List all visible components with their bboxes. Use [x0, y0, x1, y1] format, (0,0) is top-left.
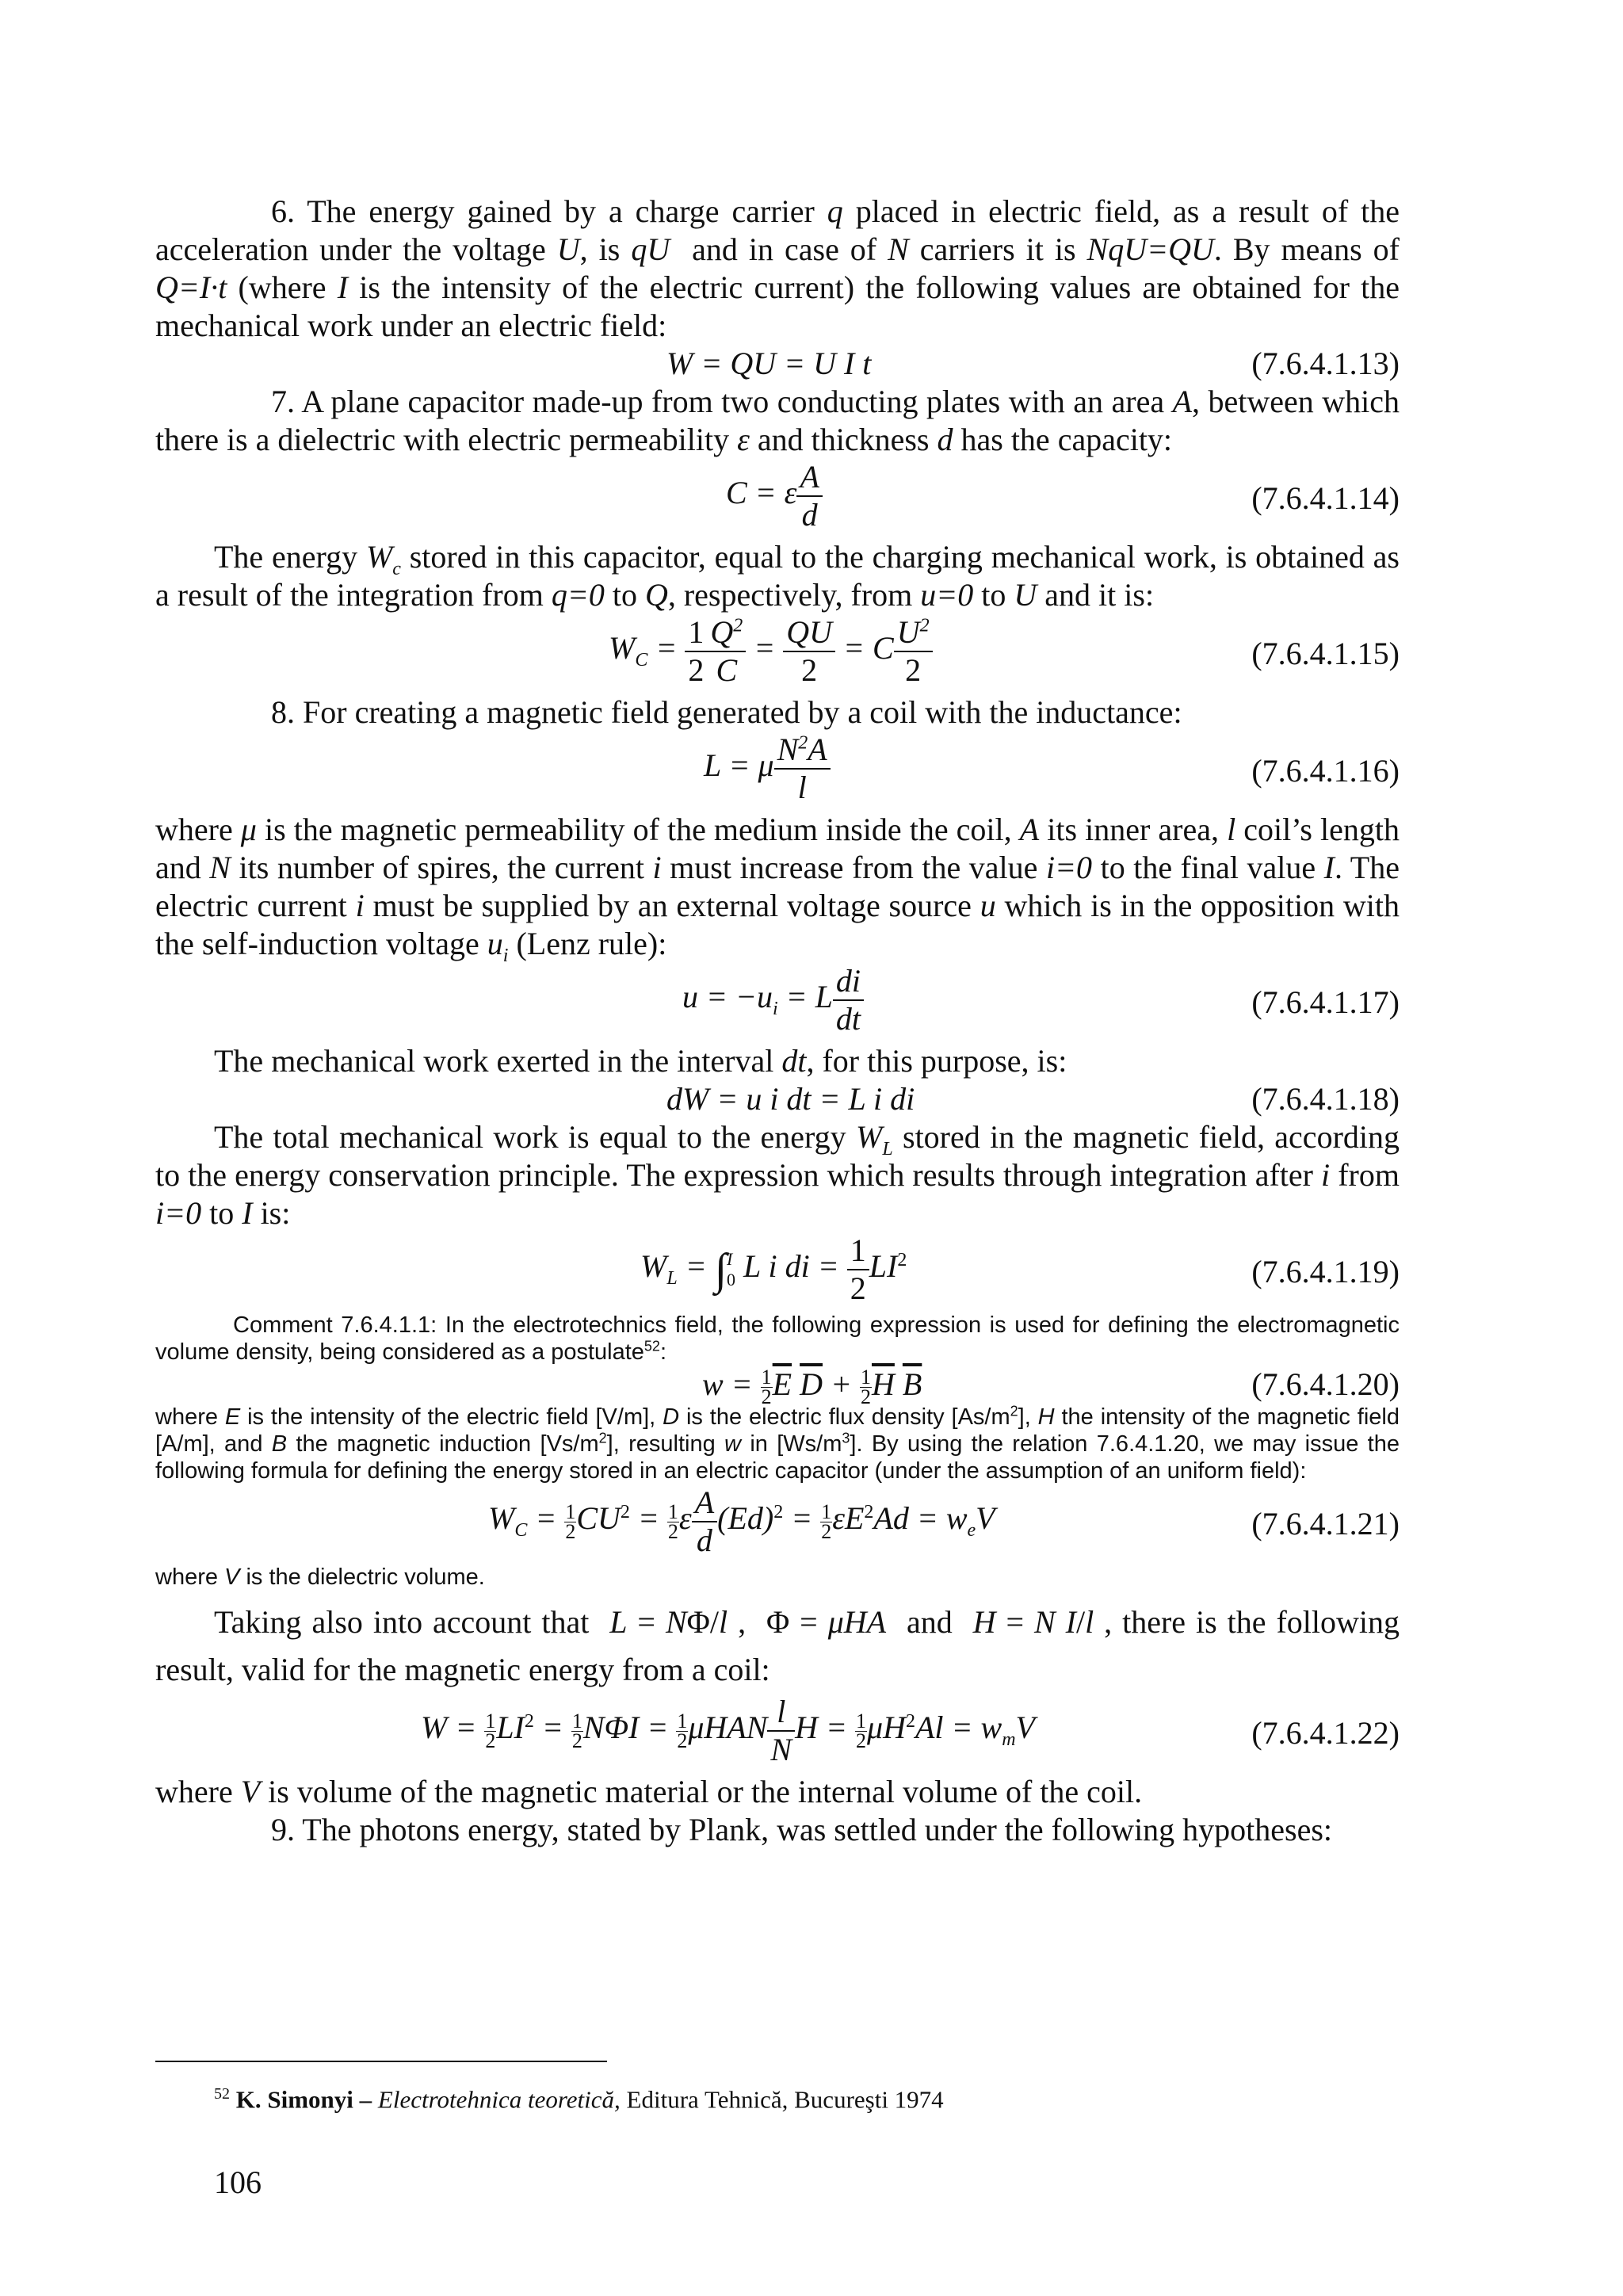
paragraph-8: 8. For creating a magnetic field generated by a coil with the inductance:: [271, 694, 1182, 730]
equation-7-6-4-1-13: W = QU = U I t (7.6.4.1.13): [666, 346, 1400, 381]
page-number: 106: [214, 2164, 262, 2200]
comment-dielectric-volume: where V is the dielectric volume.: [155, 1564, 485, 1590]
paragraph-7b: The energy $W_c$ stored in this capacitor, equal to the charging mechanical work, is obtained as a result of the integration from q=0 to Q, respectively, from u=0 to U and it is:: [155, 539, 1400, 613]
comment-field-definitions: where E is the intensity of the electric field [V/m], D is the electric flux density $[As/m^2]$, H the intensity of the magnetic field [A/m], and B the magnetic induction $[Vs/m^2]$, resulting w in $[Ws/m^3]$. By using the relation 7.6.4.1.20, we may issue the following formula for defining the energy stored in an electric capacitor (under the assumption of an uniform field):: [155, 1403, 1400, 1484]
equation-number: (7.6.4.1.19): [1251, 1254, 1400, 1289]
equation-number: (7.6.4.1.14): [1251, 480, 1400, 516]
comment-7-6-4-1-1: Comment 7.6.4.1.1: In the electrotechnics field, the following expression is used for defining the electromagnetic volume density, being considered as a postulate$^{52}$:: [155, 1312, 1400, 1365]
footnote-publisher: Editura Tehnică, Bucureşti 1974: [626, 2085, 944, 2114]
paragraph-8b: where μ is the magnetic permeability of the medium inside the coil, A its inner area, l coil’s length and N its number of spires, the current i must increase from the value i=0 to the final value I. The electric current i must be supplied by an external voltage source u which is in the opposition with the self-induction voltage $u_i$ (Lenz rule):: [155, 812, 1400, 966]
equation-number: (7.6.4.1.21): [1251, 1506, 1400, 1541]
paragraph-8d: The total mechanical work is equal to the energy $W_L$ stored in the magnetic field, according to the energy conservation principle. The expression which results through integration after i from i=0 to I is:: [155, 1119, 1400, 1231]
footnote-title: Electrotehnica teoretică,: [377, 2085, 621, 2114]
equation-7-6-4-1-18: dW = u i dt = L i di (7.6.4.1.18): [666, 1081, 1400, 1117]
page-body: [155, 193, 1400, 1849]
equation-7-6-4-1-14: C = ε $\frac{A}{d}$ (7.6.4.1.14): [726, 459, 1400, 533]
equation-7-6-4-1-16: L = μ $\frac{N^2A}{l}$ (7.6.4.1.16): [704, 732, 1400, 805]
equation-7-6-4-1-22: W = $\frac{1}{2}$ $LI^2$ = $\frac{1}{2}$ NΦI = $\frac{1}{2}$ μHAN $\frac{l}{N}$ H = $\frac{1}{2}$ $\mu H^2Al = w_mV$ (7.6.4.1.22): [421, 1694, 1400, 1767]
equation-7-6-4-1-15: $W_C$ = $\frac{1}{2}$ $\frac{Q^2}{C}$ = $\frac{QU}{2}$ = C $\frac{U^2}{2}$ (7.6.4.1.15): [609, 614, 1400, 688]
equation-7-6-4-1-21: $W_C$ = $\frac{1}{2}$ $CU^2$ = $\frac{1}{2}$ ε $\frac{A}{d}$ $(Ed)^2$ = $\frac{1}{2}$ $\varepsilon E^2Ad = w_eV$ (7.6.4.1.21): [488, 1484, 1400, 1558]
equation-7-6-4-1-20: w = $\frac{1}{2}$ $\overline{E}$ $\overline{D}$ + $\frac{1}{2}$ $\overline{H}$ $\overline{B}$ (7.6.4.1.20): [702, 1366, 1400, 1409]
equation-number: (7.6.4.1.20): [1251, 1366, 1400, 1402]
equation-number: (7.6.4.1.15): [1251, 636, 1400, 671]
paragraph-9c: 9. The photons energy, stated by Plank, was settled under the following hypotheses:: [271, 1812, 1333, 1847]
paragraph-9b: where V is volume of the magnetic material or the internal volume of the coil.: [155, 1774, 1143, 1809]
footnote-mark: 52: [214, 2085, 230, 2103]
equation-number: (7.6.4.1.22): [1251, 1715, 1400, 1751]
footnote-author: K. Simonyi –: [235, 2085, 372, 2114]
equation-number: (7.6.4.1.16): [1251, 753, 1400, 789]
paragraph-7: 7. A plane capacitor made-up from two conducting plates with an area A, between which there is a dielectric with electric permeability ε and thickness d has the capacity:: [155, 384, 1400, 457]
footnote-rule: [155, 2061, 607, 2062]
equation-number: (7.6.4.1.13): [1251, 346, 1400, 381]
paragraph-8c: The mechanical work exerted in the interval dt, for this purpose, is:: [214, 1043, 1067, 1079]
equation-7-6-4-1-17: $u = -u_i = L$ $\frac{di}{dt}$ (7.6.4.1.17): [682, 963, 1400, 1037]
equation-number: (7.6.4.1.17): [1251, 984, 1400, 1020]
paragraph-6: 6. The energy gained by a charge carrier q placed in electric field, as a result of the acceleration under the voltage U, is qU and in case of N carriers it is NqU=QU. By means of Q=I·t (where I is the intensity of the electric current) the following values are obtained for the mechanical work under an electric field:: [155, 193, 1400, 343]
footnote-52: [214, 2078, 944, 2115]
paragraph-9a: Taking also into account that L = NΦ/l , Φ = μHA and H = N I/l , there is the following result, valid for the magnetic energy from a coil:: [155, 1604, 1400, 1687]
equation-7-6-4-1-19: $W_L$ = ∫ I 0 L i di = $\frac{1}{2}$ $LI^2$ (7.6.4.1.19): [640, 1232, 1400, 1306]
equation-number: (7.6.4.1.18): [1251, 1081, 1400, 1117]
